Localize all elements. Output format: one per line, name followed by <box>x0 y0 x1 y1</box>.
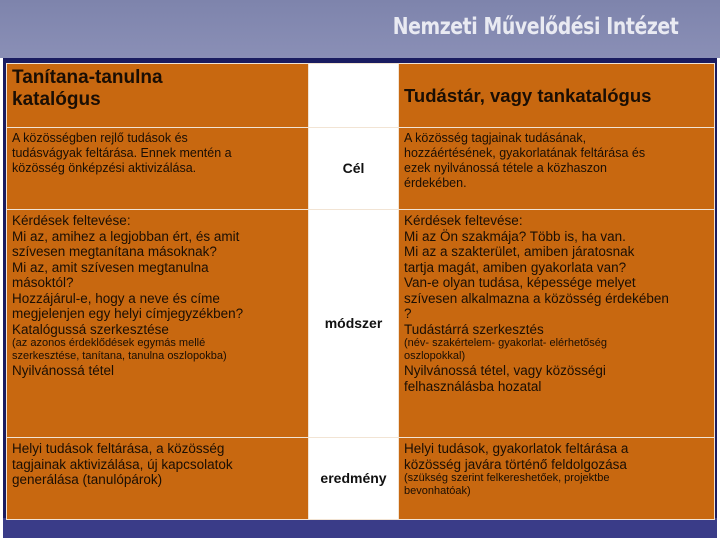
cell-line: tagjainak aktivizálása, új kapcsolatok <box>12 456 233 472</box>
cell-line: tartja magát, amiben gyakorlata van? <box>404 259 627 275</box>
cell-line: közösség javára történő feldolgozása <box>404 456 627 472</box>
table-header-row <box>7 64 715 128</box>
cell-line: érdekében. <box>404 176 467 190</box>
eredmeny-left-cell <box>7 438 309 520</box>
cell-line: tudásvágyak feltárása. Ennek mentén a <box>12 146 232 160</box>
cell-line: Hozzájárul-e, hogy a neve és címe <box>12 290 220 306</box>
cell-line: Tudástárrá szerkesztés <box>404 321 544 337</box>
cell-line: Nyilvánossá tétel, vagy közösségi <box>404 363 606 378</box>
cell-line: Helyi tudások feltárása, a közösség <box>12 441 225 456</box>
cell-line: szerkesztése, tanítana, tanulna oszlopokba) <box>12 350 227 362</box>
table-row-cel <box>7 128 715 210</box>
cell-line: Katalógussá szerkesztése <box>12 321 169 337</box>
institute-logo: Nemzeti Művelődési Intézet <box>392 14 678 40</box>
cell-line: hozzáértésének, gyakorlatának feltárása és <box>404 146 646 160</box>
cel-right-cell <box>399 128 715 210</box>
header-right: Tudástár, vagy tankatalógus <box>399 64 715 128</box>
cell-line: bevonhatóak) <box>404 485 471 497</box>
cell-line: szívesen alkalmazna a közösség érdekében <box>404 290 669 306</box>
cell-line: ezek nyilvánossá tétele a közhaszon <box>404 161 607 175</box>
cell-line: Mi az Ön szakmája? Több is, ha van. <box>404 228 626 244</box>
header-middle <box>309 64 399 128</box>
cell-line: ? <box>404 306 412 321</box>
header-left-line: Tanítana-tanulna <box>12 67 163 88</box>
cell-line: másoktól? <box>12 275 74 290</box>
footer-band <box>3 518 717 538</box>
cell-line: megjelenjen egy helyi címjegyzékben? <box>12 306 244 321</box>
cell-line: oszlopokkal) <box>404 350 466 362</box>
comparison-table <box>6 63 715 520</box>
cell-line: Mi az, amit szívesen megtanulna <box>12 259 209 275</box>
header-left-line: katalógus <box>12 89 101 110</box>
modszer-right-cell <box>399 210 715 438</box>
cell-line: Mi az a szakterület, amiben járatosnak <box>404 244 635 259</box>
table-row-eredmeny <box>7 438 715 520</box>
cell-line: közösség önképzési aktivizálása. <box>12 161 197 175</box>
cell-line: (név- szakértelem- gyakorlat- elérhetőség <box>404 337 607 349</box>
modszer-left-cell <box>7 210 309 438</box>
cell-line: (szükség szerint felkereshetőek, projektbe <box>404 472 610 484</box>
header-left <box>7 64 309 128</box>
cell-line: Helyi tudások, gyakorlatok feltárása a <box>404 441 629 456</box>
cell-line: A közösség tagjainak tudásának, <box>404 131 587 145</box>
cel-left-cell <box>7 128 309 210</box>
cell-line: A közösségben rejlő tudások és <box>12 131 188 145</box>
cell-line: Van-e olyan tudása, képessége melyet <box>404 275 636 290</box>
cell-line: Mi az, amihez a legjobban ért, és amit <box>12 228 240 244</box>
table-row-modszer <box>7 210 715 438</box>
row-label-eredmeny: eredmény <box>309 438 399 520</box>
header-bar <box>0 0 720 58</box>
eredmeny-right-cell <box>399 438 715 520</box>
row-label-cel: Cél <box>309 128 399 210</box>
cell-line: generálása (tanulópárok) <box>12 472 163 487</box>
row-label-modszer: módszer <box>309 210 399 438</box>
cell-line: Nyilvánossá tétel <box>12 363 115 378</box>
cell-line: (az azonos érdeklődések egymás mellé <box>12 337 206 349</box>
cell-line: szívesen megtanítana másoknak? <box>12 244 217 259</box>
cell-line: Kérdések feltevése: <box>404 213 523 228</box>
cell-line: Kérdések feltevése: <box>12 213 131 228</box>
cell-line: felhasználásba hozatal <box>404 378 542 394</box>
